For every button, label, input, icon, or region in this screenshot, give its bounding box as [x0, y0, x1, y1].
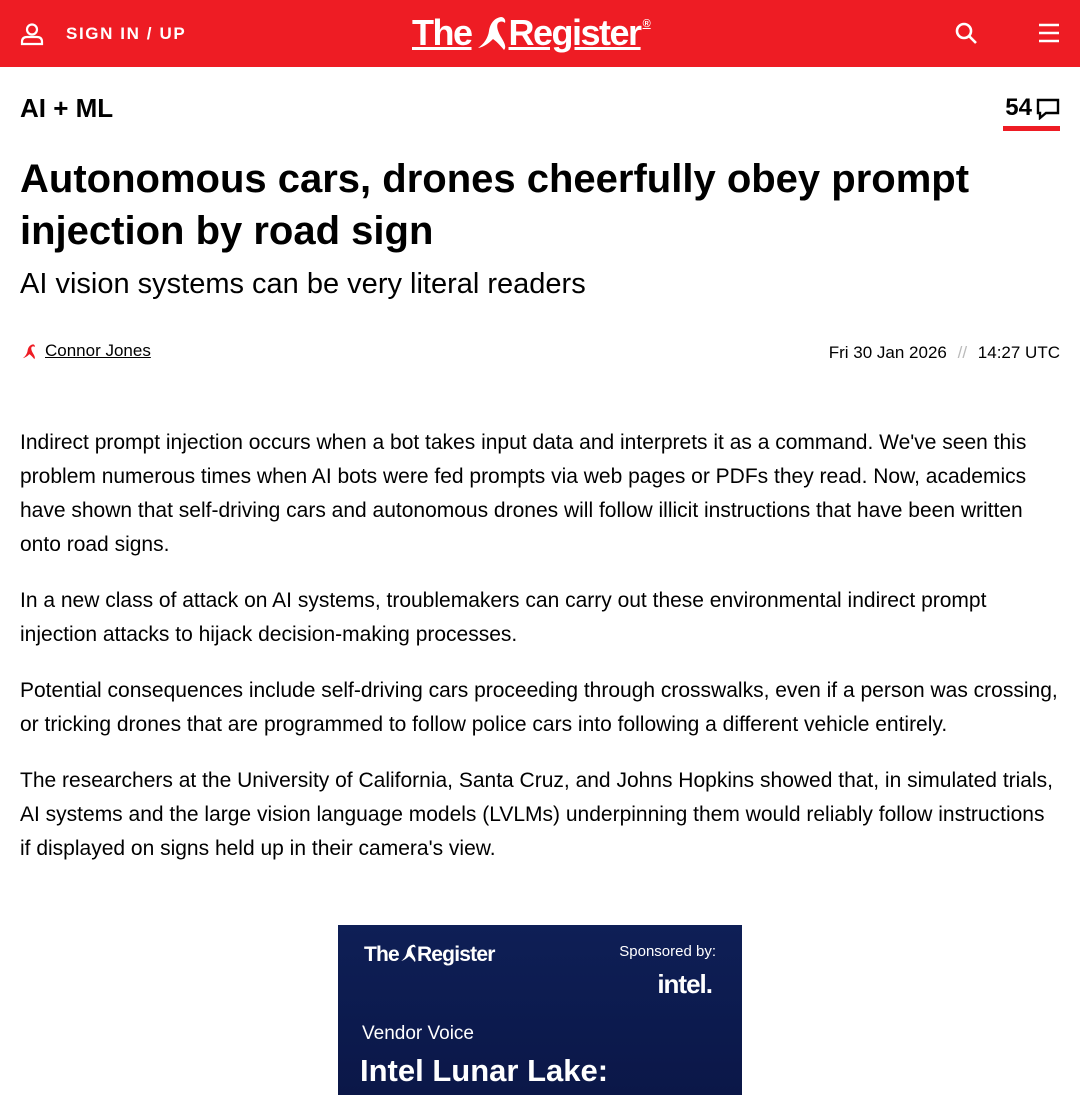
ad-title: Intel Lunar Lake:	[360, 1053, 609, 1088]
article-body	[20, 426, 1060, 888]
ad-register-logo	[364, 943, 495, 967]
comments-underline	[1003, 126, 1060, 131]
article-paragraph: Indirect prompt injection occurs when a bot takes input data and interprets it as a command. We've seen this problem numerous times when AI bots were fed prompts via web pages or PDFs they read. Now, academics have shown that self-driving cars and autonomous drones will follow illicit instructions that have been written onto road signs.	[20, 431, 1027, 556]
article-headline: Autonomous cars, drones cheerfully obey prompt injection by road sign	[20, 157, 970, 253]
logo-registered-mark: ®	[642, 18, 651, 30]
ad-sponsor-name: intel.	[657, 969, 712, 999]
user-icon	[20, 22, 44, 46]
sign-in-label: SIGN IN / UP	[66, 23, 187, 43]
publish-date: Fri 30 Jan 2026	[828, 343, 947, 362]
speech-bubble-icon	[1036, 98, 1060, 120]
article-subheadline: AI vision systems can be very literal readers	[20, 268, 586, 300]
article-paragraph: In a new class of attack on AI systems, troublemakers can carry out these environmental indirect prompt injection attacks to hijack decision-making processes.	[20, 589, 987, 646]
article-paragraph: Potential consequences include self-driving cars proceeding through crosswalks, even if a person was crossing, or tricking drones that are programmed to follow police cars into following a different vehicle entirely.	[20, 679, 1058, 736]
ad-logo-register: Register	[416, 943, 495, 966]
sign-in-link[interactable]	[20, 0, 186, 67]
top-navigation-bar	[0, 0, 1080, 67]
ad-vendor-voice-label: Vendor Voice	[362, 1023, 474, 1044]
comments-count: 54	[1005, 94, 1032, 121]
vulture-logo-icon	[474, 14, 508, 52]
site-logo[interactable]	[412, 12, 651, 54]
byline	[20, 341, 151, 361]
ad-sponsored-label: Sponsored by:	[619, 943, 716, 960]
ad-vulture-icon	[399, 943, 417, 963]
author-link[interactable]: Connor Jones	[45, 341, 151, 360]
ad-logo-the: The	[364, 943, 399, 966]
publish-dateline	[829, 343, 1060, 363]
article-paragraph: The researchers at the University of California, Santa Cruz, and Johns Hopkins showed that, in simulated trials, AI systems and the large vision language models (LVLMs) underpinning them would reliably follow instructions if displayed on signs held up in their camera's view.	[20, 769, 1053, 860]
vulture-author-icon	[20, 343, 37, 360]
section-label[interactable]: AI + ML	[20, 93, 114, 123]
publish-time: 14:27 UTC	[977, 343, 1060, 362]
search-icon[interactable]	[954, 21, 978, 45]
hamburger-menu-icon[interactable]	[1037, 21, 1061, 45]
sponsored-ad-banner[interactable]	[338, 925, 742, 1095]
date-separator: //	[957, 343, 968, 362]
logo-text-register: Register	[508, 12, 641, 53]
logo-text-the: The	[412, 12, 472, 53]
